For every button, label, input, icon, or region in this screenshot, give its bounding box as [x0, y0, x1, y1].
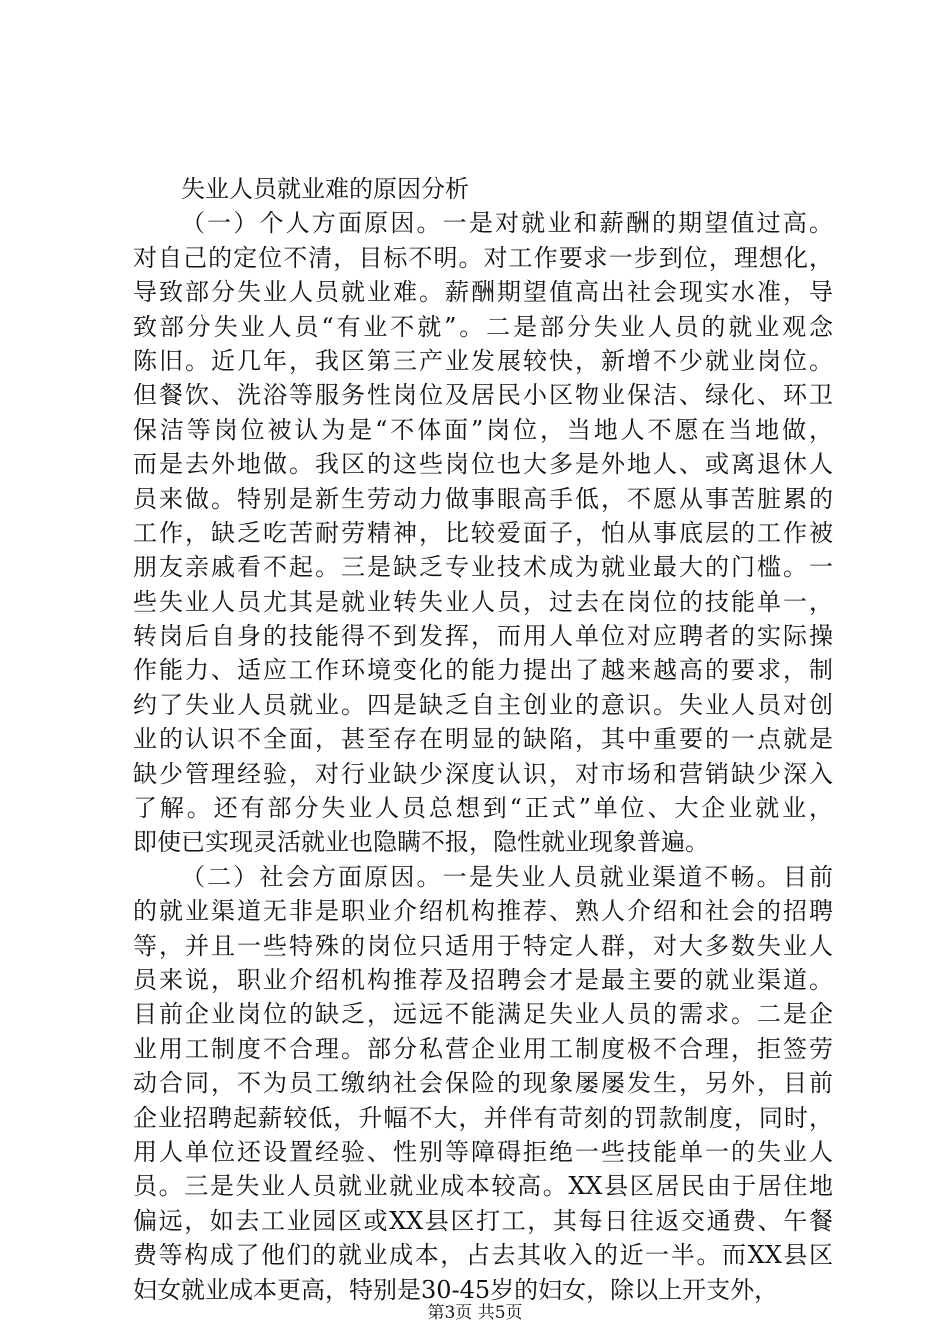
text-line: 导致部分失业人员就业难。薪酬期望值高出社会现实水准，导: [133, 278, 833, 307]
text-line: 些失业人员尤其是就业转失业人员，过去在岗位的技能单一，: [133, 587, 833, 616]
text-line: 但餐饮、洗浴等服务性岗位及居民小区物业保洁、绿化、环卫: [133, 381, 833, 410]
text-line: 缺少管理经验，对行业缺少深度认识，对市场和营销缺少深入: [133, 759, 833, 788]
text-line: 员来做。特别是新生劳动力做事眼高手低，不愿从事苦脏累的: [133, 484, 833, 513]
body-paragraph: [133, 206, 833, 859]
text-line: 动合同，不为员工缴纳社会保险的现象屡屡发生，另外，目前: [133, 1069, 833, 1098]
text-line: 了解。还有部分失业人员总想到“正式”单位、大企业就业，: [133, 794, 833, 823]
body-paragraph: [133, 860, 833, 1307]
text-line: 工作，缺乏吃苦耐劳精神，比较爱面子，怕从事底层的工作被: [133, 518, 833, 547]
text-line: 致部分失业人员“有业不就”。二是部分失业人员的就业观念: [133, 312, 833, 341]
text-line: 妇女就业成本更高，特别是30-45岁的妇女，除以上开支外，: [133, 1275, 779, 1304]
text-line: 目前企业岗位的缺乏，远远不能满足失业人员的需求。二是企: [133, 1000, 833, 1029]
text-line: 转岗后自身的技能得不到发挥，而用人单位对应聘者的实际操: [133, 622, 833, 651]
text-line: 对自己的定位不清，目标不明。对工作要求一步到位，理想化，: [133, 243, 833, 272]
page-footer: 第3页 共5页: [427, 1303, 523, 1323]
text-line: 用人单位还设置经验、性别等障碍拒绝一些技能单一的失业人: [133, 1137, 833, 1166]
paragraph-container: [133, 206, 833, 1307]
text-line: 陈旧。近几年，我区第三产业发展较快，新增不少就业岗位。: [133, 346, 833, 375]
text-line: （二）社会方面原因。一是失业人员就业渠道不畅。目前: [181, 862, 833, 891]
text-line: 约了失业人员就业。四是缺乏自主创业的意识。失业人员对创: [133, 690, 833, 719]
text-line: 偏远，如去工业园区或XX县区打工，其每日往返交通费、午餐: [133, 1206, 833, 1235]
document-body: [133, 172, 833, 1307]
text-line: 的就业渠道无非是职业介绍机构推荐、熟人介绍和社会的招聘: [133, 897, 833, 926]
text-line: 费等构成了他们的就业成本，占去其收入的近一半。而XX县区: [133, 1241, 833, 1270]
text-line: 员来说，职业介绍机构推荐及招聘会才是最主要的就业渠道。: [133, 966, 833, 994]
text-line: 企业招聘起薪较低，升幅不大，并伴有苛刻的罚款制度，同时，: [133, 1103, 833, 1132]
text-line: 即使已实现灵活就业也隐瞒不报，隐性就业现象普遍。: [133, 828, 709, 857]
text-line: 而是去外地做。我区的这些岗位也大多是外地人、或离退休人: [133, 450, 833, 479]
text-line: 业用工制度不合理。部分私营企业用工制度极不合理，拒签劳: [133, 1034, 833, 1063]
text-line: （一）个人方面原因。一是对就业和薪酬的期望值过高。: [181, 209, 833, 238]
text-line: 朋友亲戚看不起。三是缺乏专业技术成为就业最大的门槛。一: [133, 553, 833, 582]
section-heading: 失业人员就业难的原因分析: [181, 175, 469, 203]
text-line: 作能力、适应工作环境变化的能力提出了越来越高的要求，制: [133, 656, 833, 685]
text-line: 员。三是失业人员就业就业成本较高。XX县区居民由于居住地: [133, 1172, 833, 1201]
text-line: 业的认识不全面，甚至存在明显的缺陷，其中重要的一点就是: [133, 725, 833, 754]
text-line: 保洁等岗位被认为是“不体面”岗位，当地人不愿在当地做，: [133, 415, 833, 444]
text-line: 等，并且一些特殊的岗位只适用于特定人群，对大多数失业人: [133, 931, 833, 960]
